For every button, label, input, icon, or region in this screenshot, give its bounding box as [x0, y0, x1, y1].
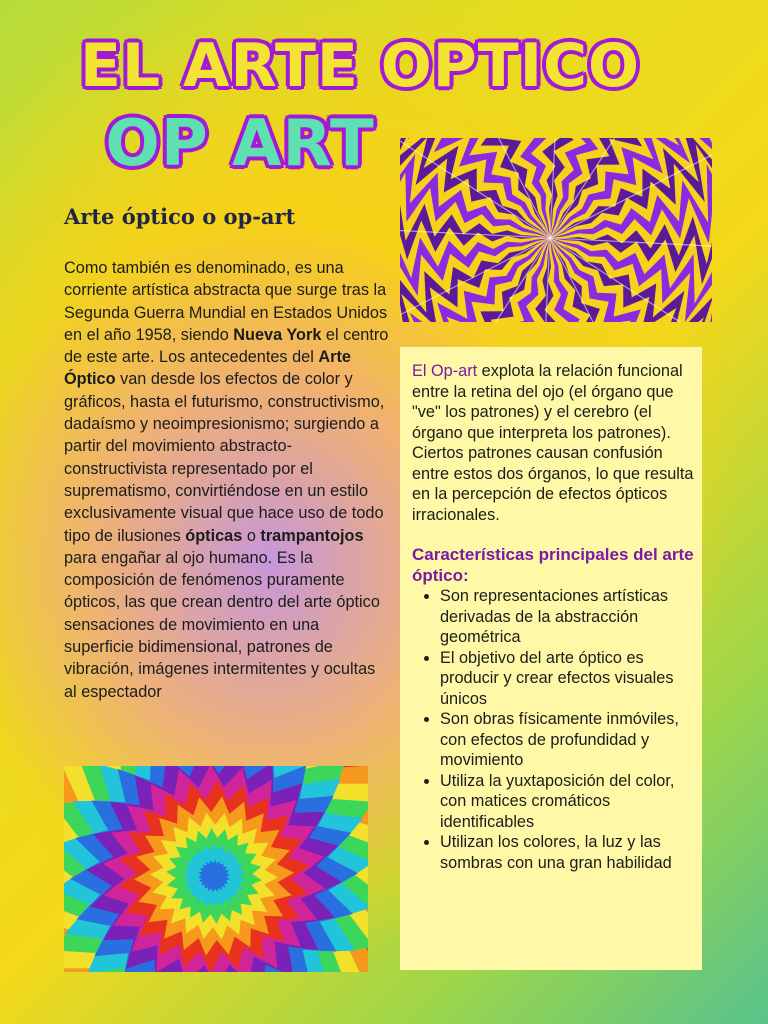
intro-bold-text: trampantojos: [260, 526, 364, 545]
intro-paragraph: [64, 257, 389, 703]
characteristics-list: [412, 586, 702, 873]
zigzag-illusion-image: [400, 138, 712, 322]
intro-bold-text: ópticas: [185, 526, 243, 545]
title-line-1: EL ARTE OPTICO: [79, 31, 641, 101]
intro-text: van desde los efectos de color y gráficos, hasta el futurismo, constructivismo, dadaísmo y neoimpresionismo; surgiendo a partir del movimiento abstracto-constructivista representado por el suprematismo, convirtiéndose en un estilo exclusivamente visual que hace uso de todo tipo de ilusiones: [64, 370, 385, 545]
info-panel: [400, 347, 702, 970]
panel-lead-paragraph: [412, 361, 697, 525]
intro-bold-text: Nueva York: [233, 325, 322, 344]
panel-lead-text: explota la relación funcional entre la retina del ojo (el órgano que "ve" los patrones) y el cerebro (el órgano que interpreta los patrones). Ciertos patrones causan confusión entre estos dos órganos, lo que resulta en la percepción de efectos ópticos irracionales.: [412, 362, 694, 524]
intro-bold-text: Arte Óptico: [64, 348, 351, 389]
panel-lead-accent: El Op-art: [412, 362, 478, 380]
intro-text: Como también es denominado, es una corriente artística abstracta que surge tras la Segunda Guerra Mundial en Estados Unidos en el año 1958, siendo: [64, 259, 388, 344]
list-item: • El objetivo del arte óptico es producir y crear efectos visuales únicos: [440, 648, 698, 710]
intro-text: para engañar al ojo humano. Es la composición de fenómenos puramente ópticos, las que crean dentro del arte óptico sensaciones de movimiento en una superficie bidimensional, patrones de vibración, imágenes intermitentes y ocultas al espectador: [64, 548, 380, 701]
list-item: • Utiliza la yuxtaposición del color, con matices cromáticos identificables: [440, 771, 698, 833]
intro-text: o: [242, 526, 261, 545]
panel-heading: Características principales del arte óptico:: [412, 545, 694, 585]
title-line-2: OP ART: [105, 107, 375, 181]
list-item: • Utilizan los colores, la luz y las sombras con una gran habilidad: [440, 832, 698, 873]
section-subtitle: Arte óptico o op-art: [64, 204, 296, 229]
list-item: • Son representaciones artísticas derivadas de la abstracción geométrica: [440, 586, 698, 648]
spiral-illusion-image: [64, 766, 368, 972]
intro-text: el centro de este arte. Los antecedentes del: [64, 325, 389, 367]
list-item: • Son obras físicamente inmóviles, con efectos de profundidad y movimiento: [440, 709, 698, 771]
